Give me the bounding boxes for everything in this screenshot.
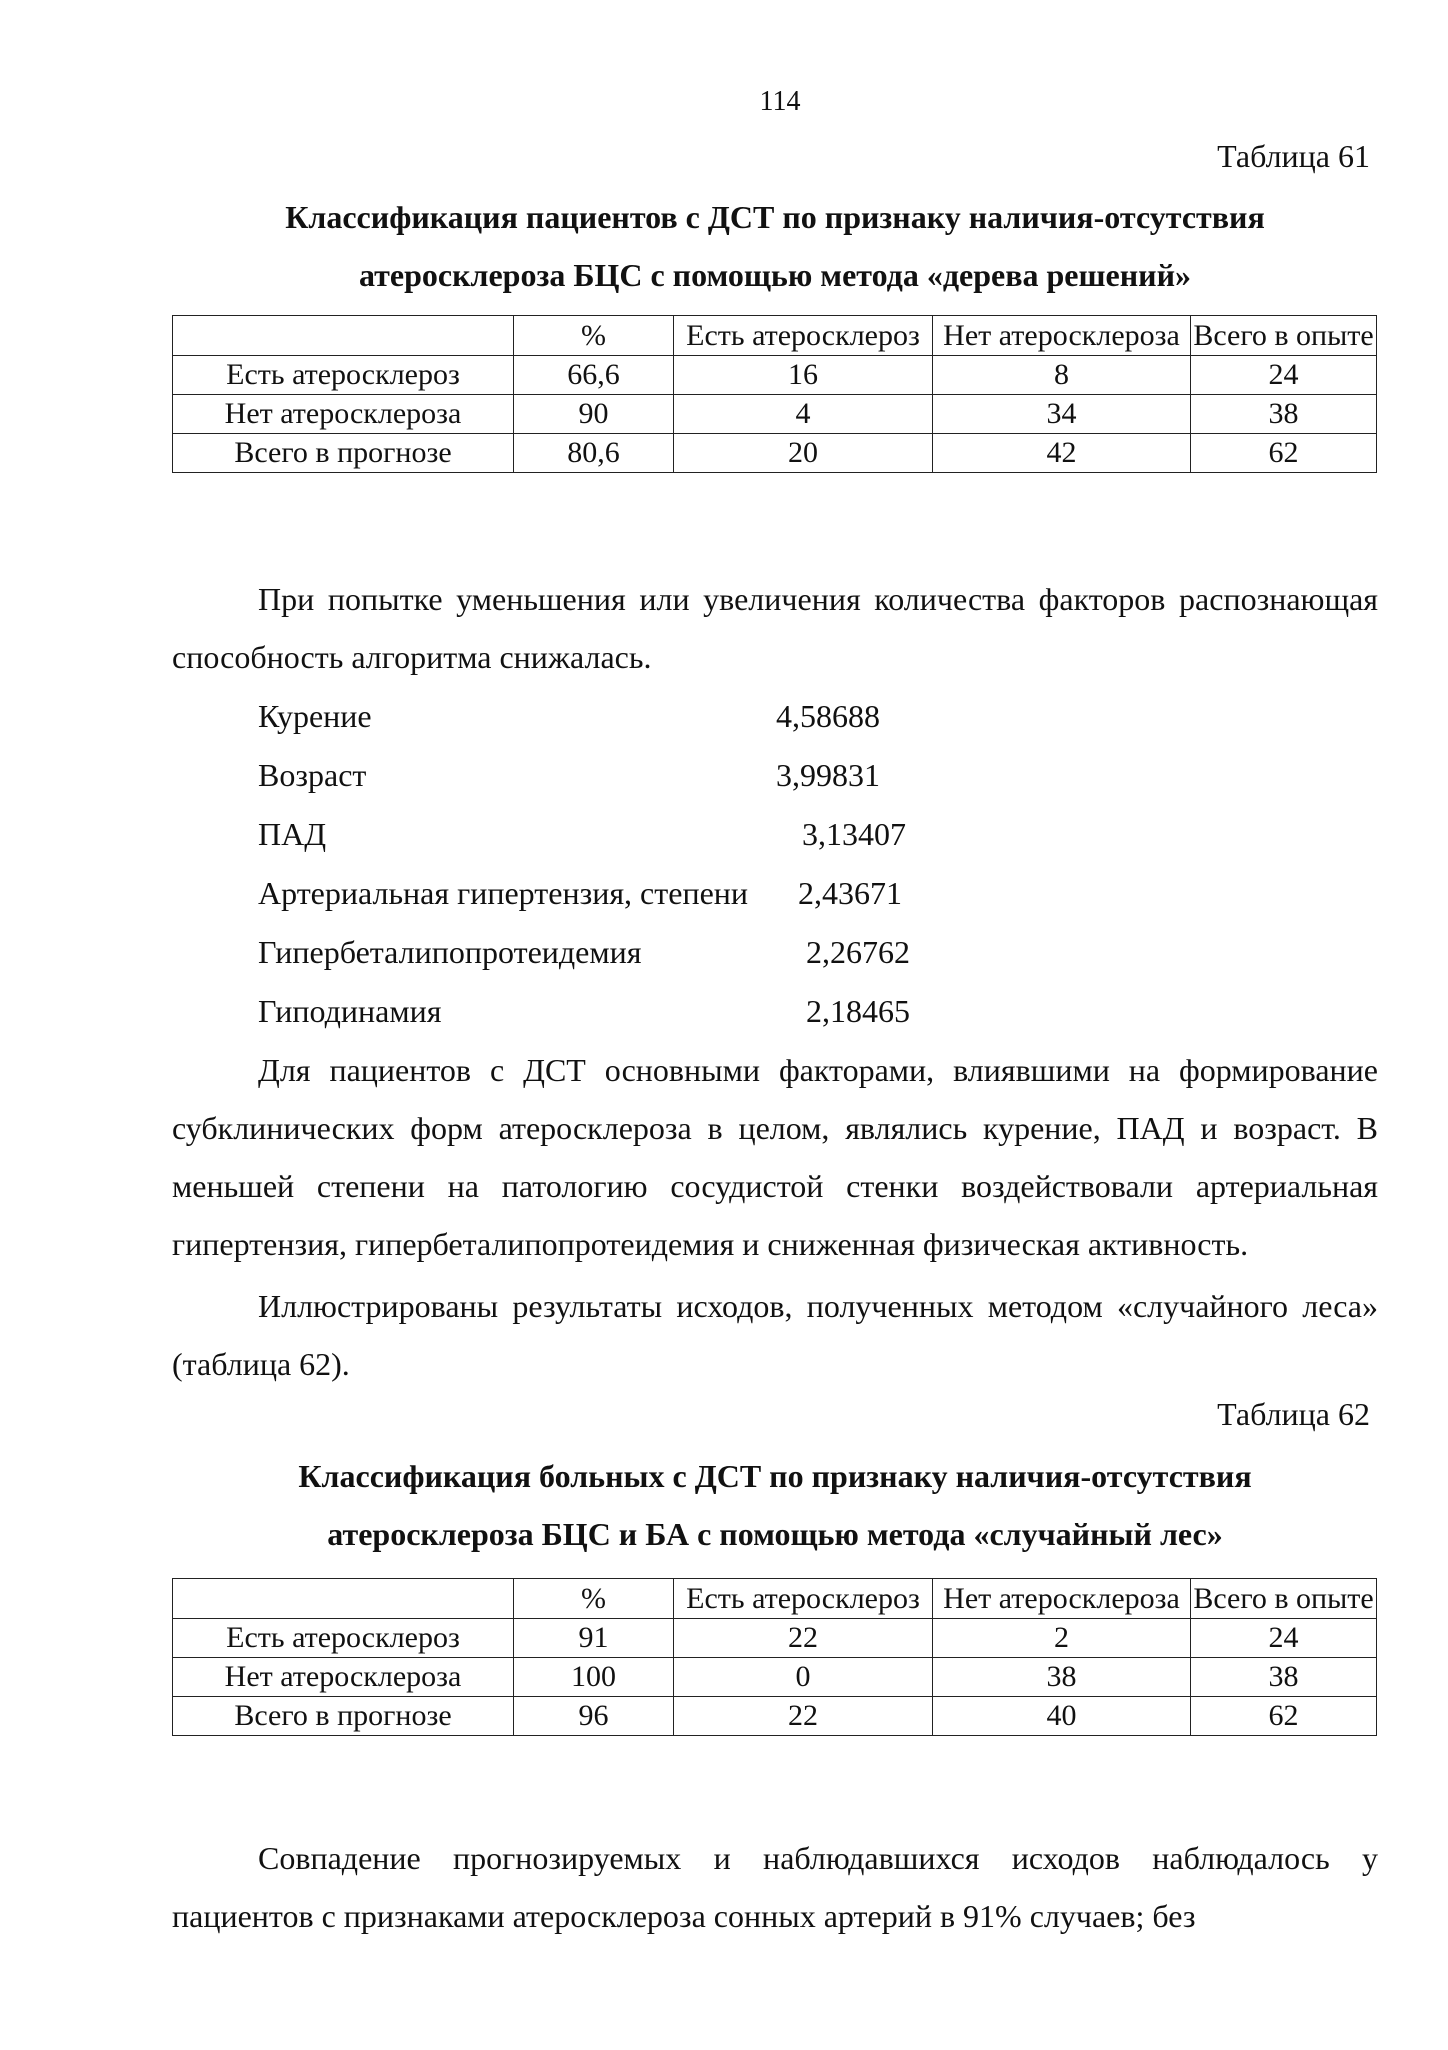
table-header-cell: Всего в опыте: [1191, 316, 1377, 356]
paragraph-2: Для пациентов с ДСТ основными факторами, влиявшими на формирование субклинических форм атеросклероза в целом, являлись курение, ПАД и возраст. В меньшей степени на патологию сосудистой стенки воздействовали артериальная гипертензия, гипербеталипопротеидемия и сниженная физическая активность.: [172, 1052, 1378, 1262]
table-cell: 38: [1191, 1658, 1377, 1697]
factor-value: 4,58688: [776, 698, 880, 734]
table-cell: 100: [514, 1658, 674, 1697]
table-cell: Есть атеросклероз: [173, 356, 514, 395]
paragraph-4: Совпадение прогнозируемых и наблюдавшихся исходов наблюдалось у пациентов с признаками атеросклероза сонных артерий в 91% случаев; без: [172, 1840, 1378, 1934]
table-cell: 38: [1191, 395, 1377, 434]
table-cell: 8: [933, 356, 1191, 395]
table-cell: Есть атеросклероз: [173, 1619, 514, 1658]
table-header-cell: Есть атеросклероз: [674, 316, 933, 356]
paragraph-3: Иллюстрированы результаты исходов, полученных методом «случайного леса» (таблица 62).: [172, 1288, 1378, 1382]
table-header-cell: Нет атеросклероза: [933, 1579, 1191, 1619]
table-row: [173, 1658, 1377, 1697]
table-cell: 96: [514, 1697, 674, 1736]
table-cell: 90: [514, 395, 674, 434]
factor-name: ПАД: [258, 816, 327, 852]
table-cell: 91: [514, 1619, 674, 1658]
table-cell: 42: [933, 434, 1191, 473]
table-62: [172, 1578, 1377, 1736]
table-header-cell: [173, 316, 514, 356]
table-cell: Всего в прогнозе: [173, 434, 514, 473]
table-cell: 2: [933, 1619, 1191, 1658]
table-61-label: Таблица 61: [1217, 138, 1370, 174]
table-cell: Всего в прогнозе: [173, 1697, 514, 1736]
factor-name: Курение: [258, 698, 372, 734]
table-cell: 4: [674, 395, 933, 434]
table-header-cell: %: [514, 1579, 674, 1619]
table-cell: 20: [674, 434, 933, 473]
table-61: [172, 315, 1377, 473]
table-61-title-line1: Классификация пациентов с ДСТ по признаку наличия-отсутствия: [285, 199, 1265, 235]
factor-name: Возраст: [258, 757, 367, 793]
factor-name: Артериальная гипертензия, степени: [258, 875, 749, 911]
table-cell: Нет атеросклероза: [173, 1658, 514, 1697]
table-cell: 38: [933, 1658, 1191, 1697]
table-header-cell: Всего в опыте: [1191, 1579, 1377, 1619]
factor-value: 2,18465: [806, 993, 910, 1029]
factor-value: 3,13407: [802, 816, 906, 852]
table-header-row: [173, 316, 1377, 356]
factor-name: Гипербеталипопротеидемия: [258, 934, 642, 970]
table-cell: 34: [933, 395, 1191, 434]
factor-value: 2,43671: [798, 875, 902, 911]
table-header-cell: Есть атеросклероз: [674, 1579, 933, 1619]
page-number: 114: [759, 86, 801, 117]
table-header-row: [173, 1579, 1377, 1619]
table-cell: 22: [674, 1619, 933, 1658]
table-row: [173, 1619, 1377, 1658]
table-cell: 62: [1191, 434, 1377, 473]
table-row: [173, 395, 1377, 434]
table-cell: 24: [1191, 1619, 1377, 1658]
table-62-label: Таблица 62: [1217, 1396, 1370, 1432]
table-cell: 62: [1191, 1697, 1377, 1736]
table-cell: 40: [933, 1697, 1191, 1736]
table-header-cell: Нет атеросклероза: [933, 316, 1191, 356]
table-cell: 0: [674, 1658, 933, 1697]
table-header-cell: [173, 1579, 514, 1619]
table-cell: 22: [674, 1697, 933, 1736]
table-cell: 66,6: [514, 356, 674, 395]
table-cell: 24: [1191, 356, 1377, 395]
table-cell: 16: [674, 356, 933, 395]
table-row: [173, 356, 1377, 395]
table-62-title-line2: атеросклероза БЦС и БА с помощью метода «случайный лес»: [327, 1516, 1223, 1552]
paragraph-1: При попытке уменьшения или увеличения количества факторов распознающая способность алгоритма снижалась.: [172, 581, 1378, 675]
factor-value: 3,99831: [776, 757, 880, 793]
factor-value: 2,26762: [806, 934, 910, 970]
table-header-cell: %: [514, 316, 674, 356]
table-row: [173, 434, 1377, 473]
table-cell: 80,6: [514, 434, 674, 473]
factor-name: Гиподинамия: [258, 993, 442, 1029]
table-cell: Нет атеросклероза: [173, 395, 514, 434]
table-61-title-line2: атеросклероза БЦС с помощью метода «дерева решений»: [358, 257, 1192, 293]
table-row: [173, 1697, 1377, 1736]
table-62-title-line1: Классификация больных с ДСТ по признаку наличия-отсутствия: [298, 1458, 1252, 1494]
